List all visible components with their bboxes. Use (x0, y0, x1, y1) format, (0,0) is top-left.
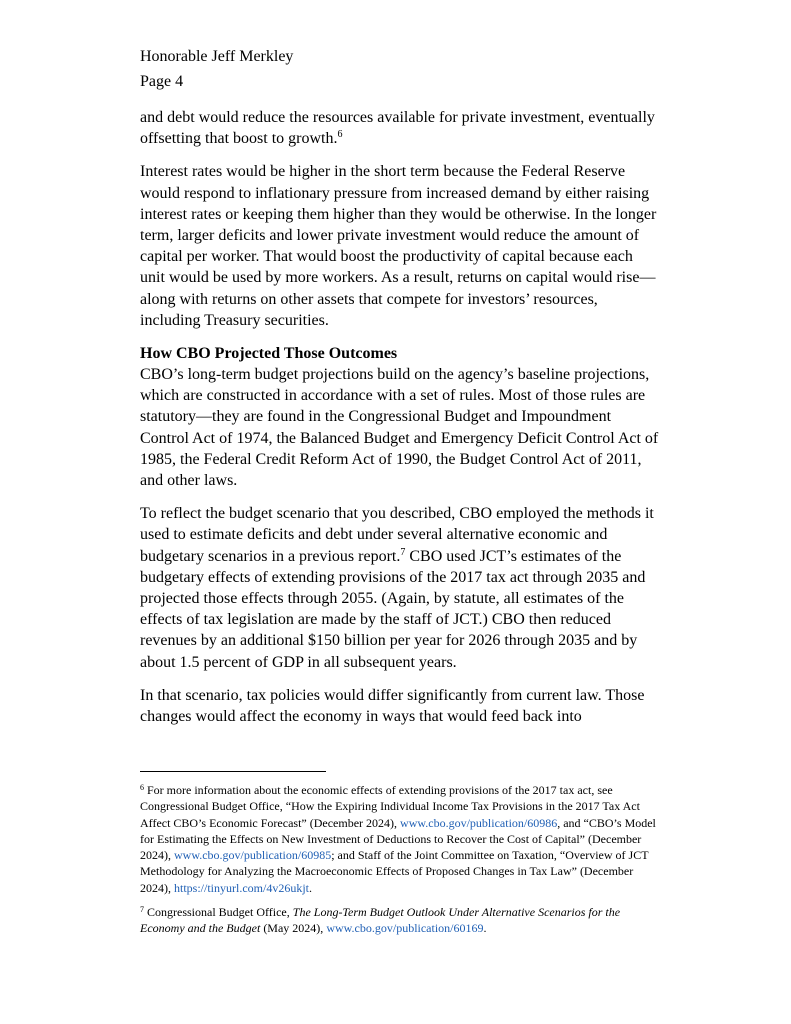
footnote-link[interactable]: www.cbo.gov/publication/60169 (326, 921, 484, 936)
paragraph (140, 107, 660, 149)
recipient-line: Honorable Jeff Merkley (140, 48, 294, 65)
footnote-text: ; and Staff of the Joint Committee on Taxation, “Overview of JCT Methodology for Analyzing the Macroeconomic Effects of Proposed Changes in Tax Law” (December 2024), (140, 848, 649, 895)
footnote-text: , and “CBO’s Model for Estimating the Effects on New Investment of Deductions to Recover the Cost of Capital” (December 2024), (140, 815, 656, 863)
footnote-reference[interactable]: 6 (337, 129, 343, 141)
paragraph: Interest rates would be higher in the short term because the Federal Reserve would respond to inflationary pressure from increased demand by either raising interest rates or keeping them higher than they would be otherwise. In the longer term, larger deficits and lower private investment would reduce the amount of capital per worker. That would boost the productivity of capital because each unit would be used by more workers. As a result, returns on capital would rise—along with returns on other assets that compete for investors’ resources, including Treasury securities. (140, 163, 657, 329)
footnote-link[interactable]: www.cbo.gov/publication/60985 (174, 848, 332, 863)
footnote (140, 904, 660, 937)
body-text (140, 107, 660, 739)
footnote-reference[interactable]: 7 (400, 546, 406, 558)
paragraph: In that scenario, tax policies would differ significantly from current law. Those changes would affect the economy in ways that would feed back into (140, 686, 645, 726)
report-title: The Long-Term Budget Outlook Under Alternative Scenarios for the Economy and the Budget (140, 905, 621, 936)
footnote-marker: 7 (140, 905, 144, 915)
section-heading: How CBO Projected Those Outcomes (140, 345, 398, 363)
footnote-link[interactable]: www.cbo.gov/publication/60986 (400, 815, 558, 830)
letter-header (140, 44, 293, 94)
footnote-divider (140, 771, 326, 772)
footnote-text: . (483, 921, 487, 936)
footnote-text: . (309, 880, 312, 895)
footnote-text: Congressional Budget Office, (144, 905, 293, 920)
footnotes (140, 782, 660, 945)
paragraph (140, 503, 660, 673)
paragraph-text: and debt would reduce the resources available for private investment, eventually offsetting that boost to growth. (140, 109, 655, 148)
footnote-marker: 6 (140, 783, 144, 792)
footnote (140, 782, 660, 896)
footnote-text: For more information about the economic effects of extending provisions of the 2017 tax act, see Congressional Budget Office, “How the Expiring Individual Income Tax Provisions in the 2017 Tax Act Affect CBO’s Economic Forecast” (December 2024), (140, 783, 640, 830)
page-number: Page 4 (140, 73, 184, 90)
paragraph-text: CBO used JCT’s estimates of the budgetary effects of extending provisions of the 2017 tax act through 2035 and projected those effects through 2055. (Again, by statute, all estimates of the effects of tax legislation are made by the staff of JCT.) CBO then reduced revenues by an additional $150 billion per year for 2026 through 2035 and by about 1.5 percent of GDP in all subsequent years. (140, 547, 646, 671)
footnote-text: (May 2024), (260, 921, 327, 936)
paragraph-text: To reflect the budget scenario that you described, CBO employed the methods it used to estimate deficits and debt under several alternative economic and budgetary scenarios in a previous report. (140, 505, 654, 565)
footnote-link[interactable]: https://tinyurl.com/4v26ukjt (174, 880, 309, 895)
paragraph: CBO’s long-term budget projections build on the agency’s baseline projections, which are constructed in accordance with a set of rules. Most of those rules are statutory—they are found in the Congressional Budget and Impoundment Control Act of 1974, the Balanced Budget and Emergency Deficit Control Act of 1985, the Federal Credit Reform Act of 1990, the Budget Control Act of 2011, and other laws. (140, 366, 659, 490)
